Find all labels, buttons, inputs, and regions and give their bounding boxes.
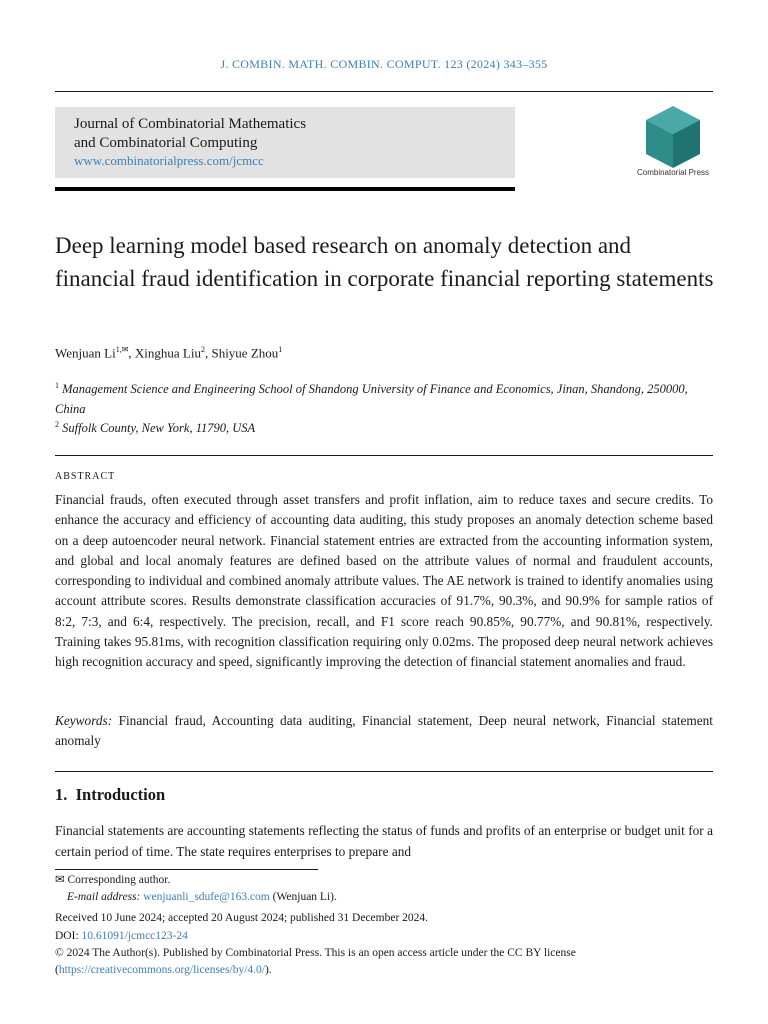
license-link[interactable]: https://creativecommons.org/licenses/by/4.0/	[58, 964, 265, 976]
affiliation-1: $^1$ Management Science and Engineering School of Shandong University of Finance and Economics, Jinan, Shandong, 250000, China	[55, 381, 688, 417]
journal-name-line1: Journal of Combinatorial Mathematics	[74, 116, 307, 132]
journal-name	[74, 115, 306, 153]
author-list: Wenjuan $Li^{1,✉}$, Xinghua Liu$^2$, Shiyue Zhou$^1$	[55, 345, 283, 361]
author-sup: 1,✉	[115, 345, 129, 354]
abstract-top-rule	[55, 455, 713, 456]
footnote-dates: Received 10 June 2024; accepted 20 August 2024; published 31 December 2024.	[55, 912, 429, 924]
publisher-name: Combinatorial Press	[636, 168, 710, 177]
affiliation-2: $^2$ Suffolk County, New York, 11790, USA	[55, 420, 256, 436]
footnote-email: E-mail address: wenjuanli_sdufe@163.com (Wenjuan Li).	[67, 891, 337, 903]
keywords-text: Financial fraud, Accounting data auditing, Financial statement, Deep neural network, Financial statement anomaly	[55, 713, 713, 748]
keywords-label: Keywords:	[55, 713, 113, 728]
intro-paragraph: Financial statements are accounting statements reflecting the status of funds and profits of an enterprise or budget unit for a certain period of time. The state requires enterprises to prepare and	[55, 823, 713, 859]
journal-url-link[interactable]: www.combinatorialpress.com/jcmcc	[74, 153, 264, 168]
author-name: Shiyue Zhou	[211, 345, 279, 361]
header-rule	[55, 91, 713, 92]
keywords	[55, 711, 713, 751]
email-link[interactable]: wenjuanli_sdufe@163.com	[143, 891, 270, 903]
publisher-cube-logo-icon	[628, 104, 718, 170]
footnote-corresponding: ✉ Corresponding author.	[55, 874, 171, 886]
doi-link[interactable]: 10.61091/jcmcc123-24	[81, 930, 188, 942]
abstract-text: Financial frauds, often executed through asset transfers and profit inflation, aim to reduce taxes and secure credits. To enhance the accuracy and efficiency of accounting data auditing, this study proposes an anomaly detection scheme based on a deep autoencoder neural network. Financial statement entries are extracted from the accounting information system, and global and local anomaly features are defined based on the attribute values of normal and fraudulent accounts, corresponding to individual and combined anomaly attribute values. The AE network is trained to identify anomalies using account attribute scores. Results demonstrate classification accuracies of 91.7%, 90.3%, and 90.9% for sample ratios of 8:2, 7:3, and 6:4, respectively. The precision, recall, and F1 score reach 90.85%, 90.77%, and 90.81%, respectively. Training takes 95.81ms, with recognition classification requiring only 0.02ms. The proposed deep neural network achieves high recognition accuracy and speed, significantly improving the detection of financial statement anomalies and fraud.	[55, 492, 713, 670]
abstract-bottom-rule	[55, 771, 713, 772]
banner-rule	[55, 187, 515, 191]
abstract-heading: ABSTRACT	[55, 471, 116, 482]
journal-name-line2: and Combinatorial Computing	[74, 135, 258, 151]
author-sup: 2	[200, 345, 205, 354]
footnote-doi: DOI: 10.61091/jcmcc123-24	[55, 930, 188, 942]
section-heading: 1. Introduction	[55, 785, 166, 804]
author-name: Wenjuan Li	[55, 345, 116, 361]
author-sup: 1	[278, 345, 283, 354]
footnote-license: © 2024 The Author(s). Published by Combinatorial Press. This is an open access article under the CC BY license (https://creativecommons.org/licenses/by/4.0/).	[55, 947, 576, 976]
running-header: J. COMBIN. MATH. COMBIN. COMPUT. 123 (2024) 343–355	[220, 57, 548, 71]
paper-title: Deep learning model based research on anomaly detection and financial fraud identification in corporate financial reporting statements	[55, 233, 714, 291]
footnote-rule	[55, 869, 318, 870]
journal-banner	[55, 107, 515, 178]
author-name: Xinghua Liu	[134, 345, 201, 361]
